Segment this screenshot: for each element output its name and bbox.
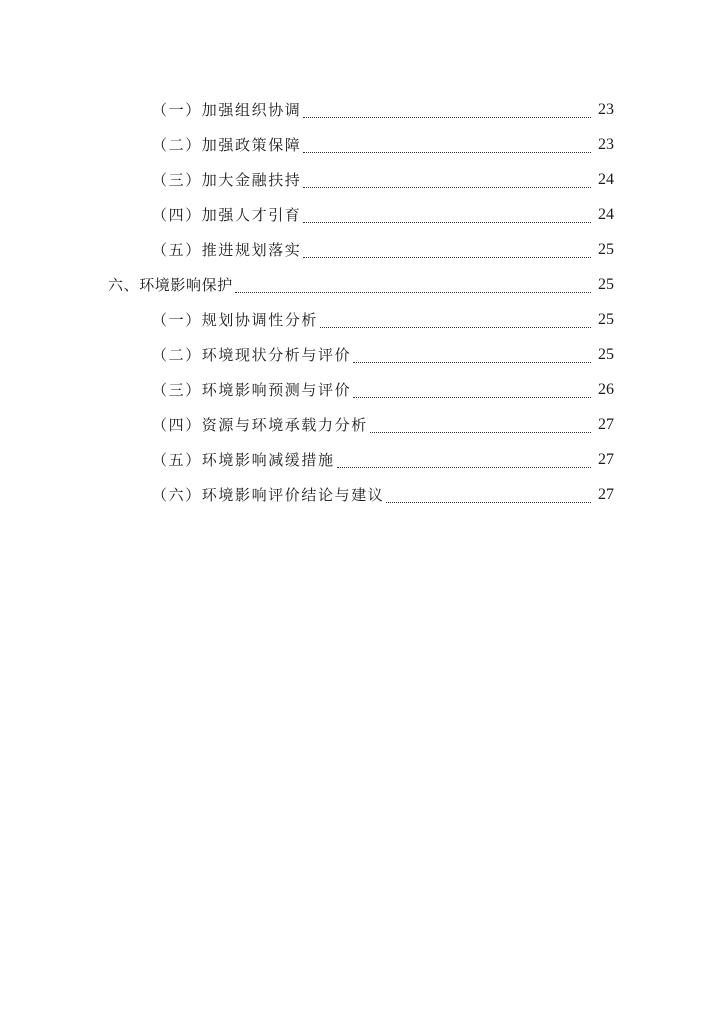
toc-entry-page: 27 bbox=[598, 485, 614, 503]
dot-leader bbox=[303, 221, 591, 223]
dot-leader bbox=[386, 501, 591, 503]
toc-entry-page: 26 bbox=[598, 380, 614, 398]
toc-entry-title: （三）环境影响预测与评价 bbox=[152, 380, 352, 399]
toc-entry-page: 24 bbox=[598, 170, 614, 188]
toc-entry-title: （一）规划协调性分析 bbox=[152, 310, 319, 329]
toc-entry[interactable] bbox=[0, 162, 724, 197]
toc-entry[interactable] bbox=[0, 477, 724, 512]
toc-entry-title: （四）资源与环境承载力分析 bbox=[152, 415, 368, 434]
toc-entry-page: 27 bbox=[598, 415, 614, 433]
toc-entry-title: （五）推进规划落实 bbox=[152, 240, 302, 259]
dot-leader bbox=[353, 396, 591, 398]
toc-entry[interactable] bbox=[0, 92, 724, 127]
dot-leader bbox=[320, 326, 591, 328]
dot-leader bbox=[337, 466, 591, 468]
toc-entry-title: （四）加强人才引育 bbox=[152, 205, 302, 224]
toc-entry-title: （二）环境现状分析与评价 bbox=[152, 345, 352, 364]
toc-entry-page: 23 bbox=[598, 100, 614, 118]
toc-entry-page: 25 bbox=[598, 310, 614, 328]
toc-entry[interactable] bbox=[0, 407, 724, 442]
dot-leader bbox=[303, 186, 591, 188]
toc-entry-page: 27 bbox=[598, 450, 614, 468]
toc-entry[interactable] bbox=[0, 127, 724, 162]
dot-leader bbox=[303, 116, 591, 118]
dot-leader bbox=[370, 431, 591, 433]
toc-entry[interactable] bbox=[0, 372, 724, 407]
toc-entry-page: 25 bbox=[598, 345, 614, 363]
dot-leader bbox=[353, 361, 591, 363]
toc-entry[interactable] bbox=[0, 302, 724, 337]
toc-entry-title: （二）加强政策保障 bbox=[152, 135, 302, 154]
toc-entry[interactable] bbox=[0, 232, 724, 267]
dot-leader bbox=[235, 291, 591, 293]
toc-entry[interactable] bbox=[0, 442, 724, 477]
toc-entry-page: 25 bbox=[598, 240, 614, 258]
toc-entry-title: （五）环境影响减缓措施 bbox=[152, 450, 335, 469]
toc-chapter-entry[interactable] bbox=[0, 267, 724, 302]
toc-entry[interactable] bbox=[0, 337, 724, 372]
toc-entry-title: （六）环境影响评价结论与建议 bbox=[152, 485, 385, 504]
toc-entry-title: （三）加大金融扶持 bbox=[152, 170, 302, 189]
table-of-contents bbox=[0, 92, 724, 512]
dot-leader bbox=[303, 256, 591, 258]
toc-chapter-title: 六、环境影响保护 bbox=[108, 275, 233, 294]
toc-entry-page: 24 bbox=[598, 205, 614, 223]
dot-leader bbox=[303, 151, 591, 153]
toc-entry-title: （一）加强组织协调 bbox=[152, 100, 302, 119]
toc-entry-page: 23 bbox=[598, 135, 614, 153]
toc-entry[interactable] bbox=[0, 197, 724, 232]
toc-chapter-page: 25 bbox=[598, 275, 614, 293]
